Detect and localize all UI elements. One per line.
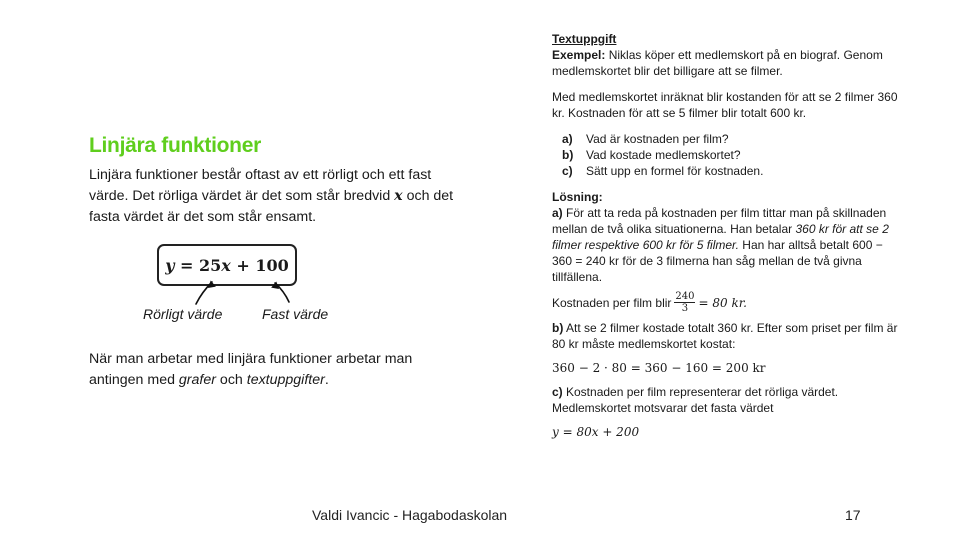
question-list bbox=[552, 131, 902, 179]
label-variable-value: Rörligt värde bbox=[143, 306, 223, 322]
formula-arrows bbox=[150, 276, 310, 308]
outro-paragraph bbox=[89, 349, 469, 391]
solution-b bbox=[552, 320, 902, 352]
example-label: Exempel: bbox=[552, 48, 606, 62]
question-text: Sätt upp en formel för kostnaden. bbox=[586, 164, 764, 178]
question-key: c) bbox=[562, 164, 573, 178]
solution-c-text: Kostnaden per film representerar det rörliga värdet. Medlemskortet motsvarar det fasta värdet bbox=[552, 385, 839, 415]
outro-end: . bbox=[324, 372, 329, 388]
label-fixed-value: Fast värde bbox=[262, 306, 329, 322]
question-text: Vad är kostnaden per film? bbox=[586, 132, 729, 146]
problem-paragraph: Med medlemskortet inräknat blir kostanden för att se 2 filmer 360 kr. Kostnaden för att se 5 filmer blir totalt 600 kr. bbox=[552, 90, 898, 120]
outro-textuppgifter: textuppgifter bbox=[246, 372, 325, 388]
solution-a-text-2: Han har alltså betalt 600 − 360 = 240 kr för de 3 filmerna han såg mellan de två givna tillfällena. bbox=[552, 238, 883, 284]
right-column bbox=[552, 31, 902, 440]
intro-text-1: Linjära funktioner består oftast av ett rörligt och ett fast värde. Det rörliga värdet är det som står bredvid bbox=[89, 167, 432, 204]
page-number: 17 bbox=[845, 507, 861, 523]
cost-fraction bbox=[674, 291, 695, 314]
intro-text-2: och det fasta värdet är det som står ensamt. bbox=[89, 188, 454, 225]
solution-a-italic: 360 kr för att se 2 filmer respektive 600 kr för 5 filmer. bbox=[552, 222, 889, 252]
question-key: a) bbox=[562, 132, 573, 146]
intro-variable: x bbox=[394, 188, 403, 204]
solution-b-text: Att se 2 filmer kostade totalt 360 kr. Efter som priset per film är 80 kr måste medlemskortet kostat: bbox=[552, 321, 898, 351]
question-item bbox=[552, 163, 902, 179]
solution-c bbox=[552, 384, 902, 416]
example-text: Niklas köper ett medlemskort på en biograf. Genom medlemskortet blir det billigare att se filmer. bbox=[552, 48, 883, 78]
outro-grafer: grafer bbox=[178, 372, 216, 388]
cost-per-film bbox=[552, 291, 902, 314]
formula-x: x bbox=[221, 255, 231, 275]
solution-c-key: c) bbox=[552, 385, 563, 399]
solution-b-key: b) bbox=[552, 321, 564, 335]
formula-y: y bbox=[165, 255, 175, 275]
section-title: Linjära funktioner bbox=[89, 134, 261, 157]
question-key: b) bbox=[562, 148, 574, 162]
footer-author: Valdi Ivancic - Hagabodaskolan bbox=[312, 507, 508, 523]
formula-eq: = 25 bbox=[174, 255, 222, 275]
outro-och: och bbox=[215, 372, 247, 388]
final-formula: y = 80x + 200 bbox=[552, 425, 640, 439]
solution-a bbox=[552, 205, 902, 285]
solution-a-text: För att ta reda på kostnaden per film tittar man på skillnaden mellan de två olika situationerna. Han betalar bbox=[552, 206, 887, 236]
calculation: 360 − 2 · 80 = 360 − 160 = 200 kr bbox=[552, 361, 766, 375]
cost-per-film-text: Kostnaden per film blir bbox=[552, 295, 672, 310]
solution-heading: Lösning: bbox=[552, 190, 603, 204]
fraction-numerator: 240 bbox=[675, 291, 695, 302]
question-item bbox=[552, 131, 902, 147]
fraction-denominator: 3 bbox=[681, 303, 689, 314]
intro-paragraph bbox=[89, 165, 469, 228]
question-item bbox=[552, 147, 902, 163]
question-text: Vad kostade medlemskortet? bbox=[586, 148, 741, 162]
example-paragraph bbox=[552, 47, 902, 79]
cost-result: = 80 kr. bbox=[698, 295, 747, 310]
outro-text: När man arbetar med linjära funktioner arbetar man antingen med bbox=[89, 351, 413, 388]
formula-constant: + 100 bbox=[230, 255, 289, 275]
solution-a-key: a) bbox=[552, 206, 563, 220]
task-heading: Textuppgift bbox=[552, 32, 617, 46]
